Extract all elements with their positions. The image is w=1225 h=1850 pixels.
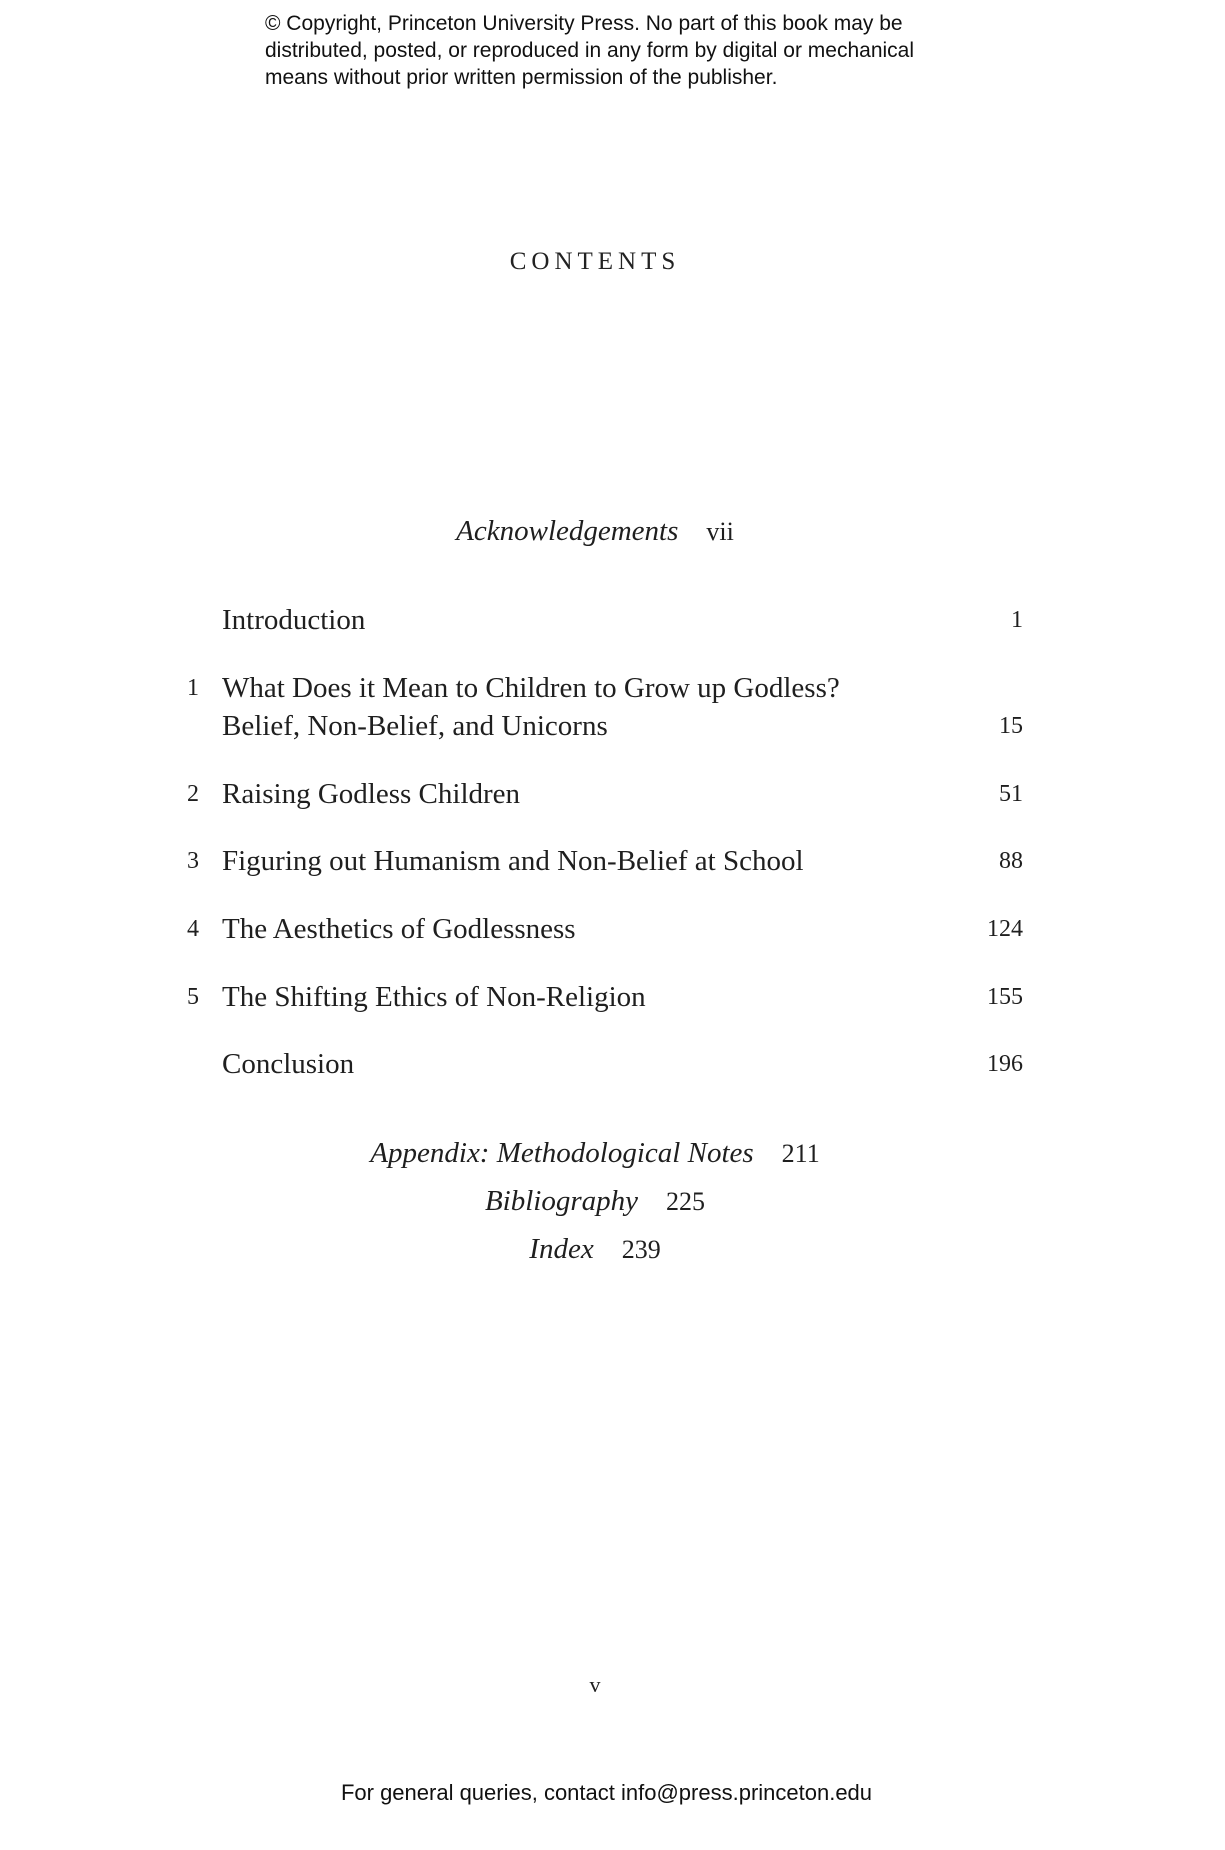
chapter-subtitle: Belief, Non-Belief, and Unicorns: [222, 710, 608, 742]
toc-entry-bibliography: [0, 1185, 1190, 1218]
chapter-number: 2: [187, 781, 199, 807]
toc-entry-chapter-2: [0, 776, 1225, 812]
entry-page: 211: [781, 1139, 820, 1168]
chapter-number: 3: [187, 848, 199, 874]
toc-entry-chapter-1-subtitle: [0, 708, 1225, 744]
contents-heading: CONTENTS: [509, 248, 681, 275]
chapter-number: 1: [187, 675, 199, 701]
chapter-title: What Does it Mean to Children to Grow up Godless?: [222, 672, 840, 704]
chapter-number: 4: [187, 916, 199, 942]
chapter-title: Figuring out Humanism and Non-Belief at School: [222, 845, 804, 877]
chapter-page: 51: [999, 781, 1023, 807]
entry-label: Index: [529, 1233, 594, 1265]
toc-entry-conclusion: [0, 1046, 1225, 1082]
toc-entry-acknowledgements: [0, 515, 1190, 548]
entry-label: Bibliography: [484, 1185, 639, 1217]
entry-page: 225: [666, 1187, 706, 1216]
chapter-number: 5: [187, 984, 199, 1010]
toc-entry-chapter-5: [0, 979, 1225, 1015]
entry-page: vii: [706, 517, 734, 546]
chapter-page: 124: [987, 916, 1023, 942]
copyright-line: distributed, posted, or reproduced in any form by digital or mechanical: [265, 39, 915, 62]
copyright-line: © Copyright, Princeton University Press. No part of this book may be: [265, 12, 903, 35]
toc-entry-introduction: [0, 602, 1225, 638]
chapter-page: 1: [1011, 607, 1023, 633]
chapter-title: Conclusion: [222, 1048, 355, 1080]
footer-contact: For general queries, contact info@press.princeton.edu: [340, 1780, 873, 1805]
entry-label: Appendix: Methodological Notes: [370, 1137, 754, 1169]
chapter-page: 155: [987, 984, 1023, 1010]
toc-entry-chapter-3: [0, 843, 1225, 879]
copyright-notice: [265, 10, 1025, 91]
chapter-page: 15: [999, 713, 1023, 739]
chapter-title: Raising Godless Children: [222, 778, 521, 810]
entry-page: 239: [621, 1235, 661, 1264]
chapter-title: Introduction: [222, 604, 366, 636]
entry-label: Acknowledgements: [456, 515, 679, 547]
toc-entry-appendix: [0, 1137, 1190, 1170]
page-number: v: [589, 1672, 601, 1697]
toc-entry-chapter-1: [0, 670, 1225, 706]
toc-entry-chapter-4: [0, 911, 1225, 947]
toc-entry-index: [0, 1233, 1190, 1266]
chapter-page: 196: [987, 1051, 1023, 1077]
chapter-page: 88: [999, 848, 1023, 874]
copyright-line: means without prior written permission of the publisher.: [265, 66, 778, 89]
chapter-title: The Aesthetics of Godlessness: [222, 913, 576, 945]
chapter-title: The Shifting Ethics of Non-Religion: [222, 981, 646, 1013]
